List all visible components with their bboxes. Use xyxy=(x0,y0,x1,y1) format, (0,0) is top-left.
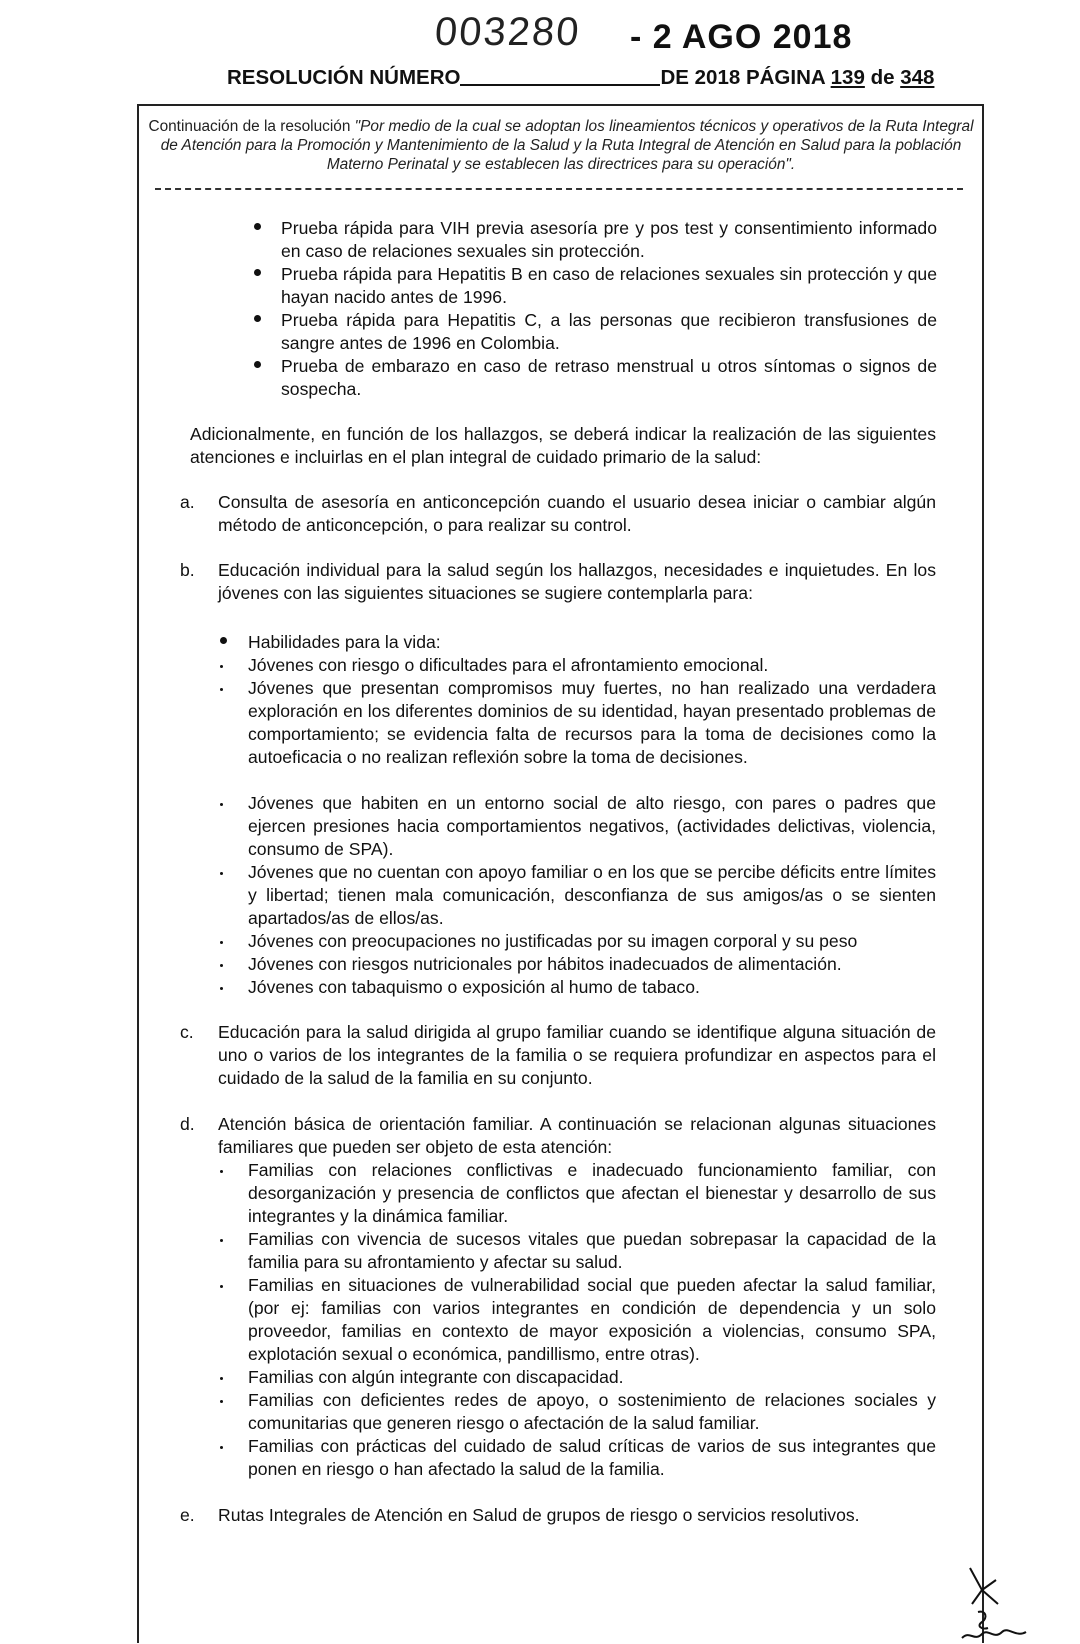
youth-situation: Jóvenes que no cuentan con apoyo familiar o en los que se percibe déficits entre límites y libertad; tienen mala comunicación, desconfianza de sus amigos/as o se sienten apartados/as de ellos/as. xyxy=(248,862,936,928)
family-situation: Familias con relaciones conflictivas e inadecuado funcionamiento familiar, con desorganización y presencia de conflictos que afectan el bienestar y desarrollo de sus integrantes y la dinámica familiar. xyxy=(248,1160,936,1226)
small-bullet xyxy=(220,665,223,668)
page-total: 348 xyxy=(900,66,935,89)
test-item-pregnancy: Prueba de embarazo en caso de retraso menstrual u otros síntomas o signos de sospecha. xyxy=(281,356,937,399)
family-situation: Familias con vivencia de sucesos vitales que puedan sobrepasar la capacidad de la familia para su afrontamiento y afectar su salud. xyxy=(248,1229,936,1272)
page-number: 139 xyxy=(830,66,865,89)
page-header xyxy=(227,66,934,90)
small-bullet xyxy=(220,964,223,967)
small-bullet xyxy=(220,987,223,990)
youth-situation: Jóvenes con riesgos nutricionales por hábitos inadecuados de alimentación. xyxy=(248,954,842,974)
test-item-hepatitis-c: Prueba rápida para Hepatitis C, a las personas que recibieron transfusiones de sangre antes de 1996 en Colombia. xyxy=(281,310,937,353)
family-situation: Familias con algún integrante con discapacidad. xyxy=(248,1367,624,1387)
small-bullet xyxy=(220,1446,223,1449)
intro-paragraph: Adicionalmente, en función de los hallazgos, se deberá indicar la realización de las siguientes atenciones e incluirlas en el plan integral de cuidado primario de la salud: xyxy=(190,424,936,467)
item-a-text: Consulta de asesoría en anticoncepción cuando el usuario desea iniciar o cambiar algún método de anticoncepción, o para realizar su control. xyxy=(218,492,936,535)
skills-heading: Habilidades para la vida: xyxy=(248,632,441,652)
small-bullet xyxy=(220,941,223,944)
continuation-note xyxy=(148,117,974,174)
item-d-text: Atención básica de orientación familiar. A continuación se relacionan algunas situaciones familiares que pueden ser objeto de esta atención: xyxy=(218,1114,936,1157)
resolution-number-stamp: 003280 xyxy=(433,10,583,54)
header-of: de xyxy=(870,66,895,89)
item-e-marker: e. xyxy=(180,1505,195,1525)
small-bullet xyxy=(220,1285,223,1288)
family-situation: Familias con deficientes redes de apoyo, o sostenimiento de relaciones sociales y comunitarias que generen riesgo o afectación de la salud familiar. xyxy=(248,1390,936,1433)
small-bullet xyxy=(220,1170,223,1173)
handwritten-initials xyxy=(960,1560,1040,1640)
header-prefix: RESOLUCIÓN NÚMERO xyxy=(227,66,461,89)
test-item-hepatitis-b: Prueba rápida para Hepatitis B en caso de relaciones sexuales sin protección y que hayan nacido antes de 1996. xyxy=(281,264,937,307)
bullet-dot xyxy=(254,269,261,276)
youth-situation: Jóvenes que presentan compromisos muy fuertes, no han realizado una verdadera exploración en los diferentes dominios de su identidad, hayan presentado problemas de comportamiento; se evidencia falta de recursos para la toma de decisiones como la autoeficacia o no realizan reflexión sobre la toma de decisiones. xyxy=(248,678,936,767)
item-a-marker: a. xyxy=(180,492,195,512)
small-bullet xyxy=(220,1400,223,1403)
bullet-dot xyxy=(254,315,261,322)
youth-situation: Jóvenes con tabaquismo o exposición al humo de tabaco. xyxy=(248,977,700,997)
family-situation: Familias en situaciones de vulnerabilidad social que pueden afectar la salud familiar, (por ej: familias con varios integrantes en condición de dependencia y un solo proveedor, familias en contexto de mayor exposición a violencias, consumo SPA, explotación sexual o económica, pandillismo, entre otras). xyxy=(248,1275,936,1364)
bullet-dot xyxy=(254,223,261,230)
small-bullet xyxy=(220,688,223,691)
test-item-vih: Prueba rápida para VIH previa asesoría pre y pos test y consentimiento informado en caso de relaciones sexuales sin protección. xyxy=(281,218,937,261)
header-mid: DE 2018 PÁGINA xyxy=(660,66,825,89)
number-blank xyxy=(460,66,660,86)
continuation-lead: Continuación de la resolución xyxy=(148,118,355,135)
item-e-text: Rutas Integrales de Atención en Salud de grupos de riesgo o servicios resolutivos. xyxy=(218,1505,860,1525)
dashed-divider xyxy=(155,188,963,190)
continuation-quote: "Por medio de la cual se adoptan los lineamientos técnicos y operativos de la Ruta Integral de Atención para la Promoción y Mantenimiento de la Salud y la Ruta Integral de Atención en Salud para la población Materno Perinatal y se establecen las directrices para su operación". xyxy=(160,118,974,173)
small-bullet xyxy=(220,1377,223,1380)
bullet-dot xyxy=(220,637,227,644)
youth-situation: Jóvenes con preocupaciones no justificadas por su imagen corporal y su peso xyxy=(248,931,858,951)
date-stamp: - 2 AGO 2018 xyxy=(630,18,853,56)
small-bullet xyxy=(220,803,223,806)
family-situation: Familias con prácticas del cuidado de salud críticas de varios de sus integrantes que ponen en riesgo o han afectado la salud de la familia. xyxy=(248,1436,936,1479)
bullet-dot xyxy=(254,361,261,368)
small-bullet xyxy=(220,1239,223,1242)
youth-situation: Jóvenes con riesgo o dificultades para el afrontamiento emocional. xyxy=(248,655,769,675)
item-c-marker: c. xyxy=(180,1022,194,1042)
item-c-text: Educación para la salud dirigida al grupo familiar cuando se identifique alguna situación de uno o varios de los integrantes de la familia o se requiera profundizar en aspectos para el cuidado de la salud de la familia en su conjunto. xyxy=(218,1022,936,1088)
youth-situation: Jóvenes que habiten en un entorno social de alto riesgo, con pares o padres que ejercen presiones hacia comportamientos negativos, (actividades delictivas, violencia, consumo de SPA). xyxy=(248,793,936,859)
item-b-marker: b. xyxy=(180,560,195,580)
small-bullet xyxy=(220,872,223,875)
item-b-text: Educación individual para la salud según los hallazgos, necesidades e inquietudes. En los jóvenes con las siguientes situaciones se sugiere contemplarla para: xyxy=(218,560,936,603)
item-d-marker: d. xyxy=(180,1114,195,1134)
